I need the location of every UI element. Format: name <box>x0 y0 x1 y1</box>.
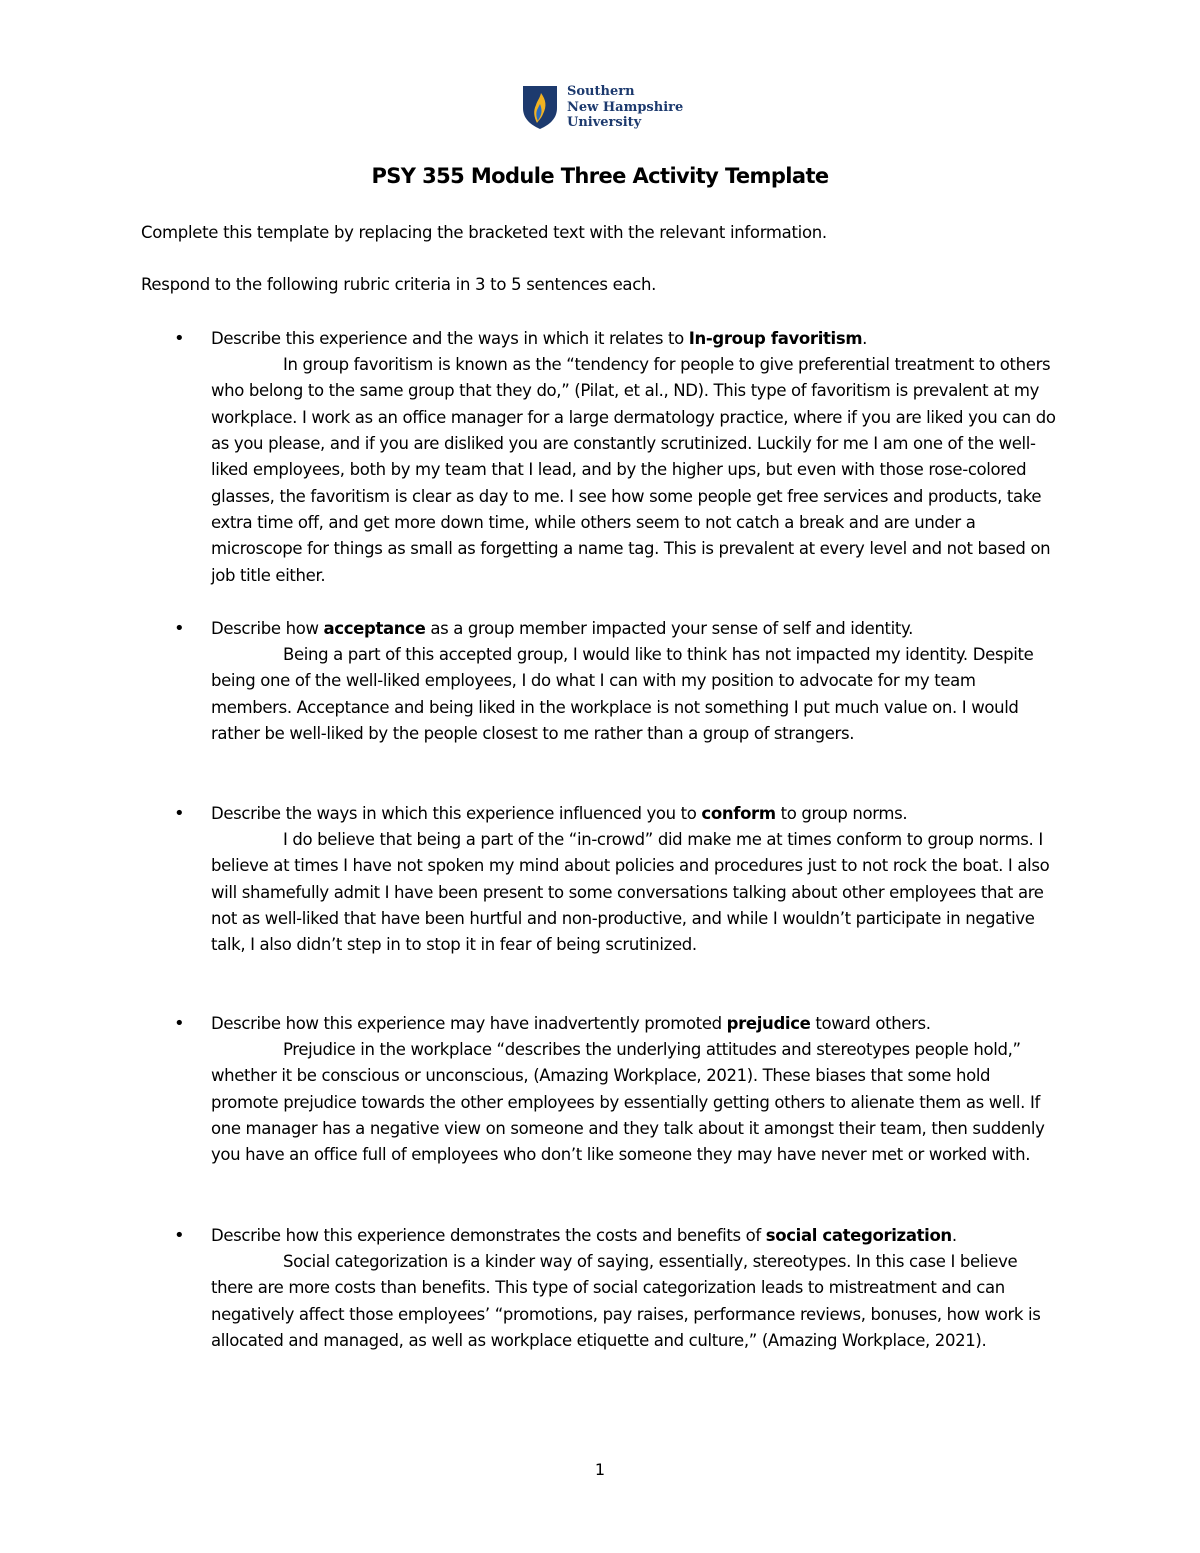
prompt-text-before: Describe this experience and the ways in which it relates to <box>211 329 689 348</box>
logo-line-1: Southern <box>567 84 635 99</box>
prompt-text-after: to group norms. <box>775 804 908 823</box>
rubric-prompt <box>211 326 867 352</box>
bullet-marker: • <box>174 803 185 824</box>
response-paragraph: Social categorization is a kinder way of saying, essentially, stereotypes. In this case I believe there are more costs than benefits. This type of social categorization leads to mistreatment and can negatively affect those employees’ “promotions, pay raises, performance reviews, bonuses, how work is allocated and managed, as well as workplace etiquette and culture,” (Amazing Workplace, 2021). <box>211 1252 1041 1351</box>
instruction-line-2: Respond to the following rubric criteria in 3 to 5 sentences each. <box>141 275 657 294</box>
prompt-keyword: prejudice <box>726 1014 811 1033</box>
prompt-text-after: . <box>862 329 868 348</box>
prompt-keyword: In-group favoritism <box>688 329 863 348</box>
university-logo <box>521 84 691 134</box>
bullet-marker: • <box>174 328 185 349</box>
document-title: PSY 355 Module Three Activity Template <box>371 164 829 188</box>
bullet-marker: • <box>174 1013 185 1034</box>
prompt-text-before: Describe how this experience may have inadvertently promoted <box>211 1014 727 1033</box>
response-paragraph: Being a part of this accepted group, I would like to think has not impacted my identity. Despite being one of the well-liked employees, I do what I can with my position to advocate for my team members. Acceptance and being liked in the workplace is not something I put much value on. I would rather be well-liked by the people closest to me rather than a group of strangers. <box>211 645 1034 744</box>
rubric-prompt <box>211 1011 931 1037</box>
bullet-marker: • <box>174 1225 185 1246</box>
prompt-keyword: social categorization <box>765 1226 952 1245</box>
prompt-text-after: toward others. <box>810 1014 931 1033</box>
rubric-prompt <box>211 1223 957 1249</box>
prompt-keyword: conform <box>701 804 776 823</box>
logo-line-2: New Hampshire <box>567 99 684 115</box>
rubric-prompt <box>211 616 913 642</box>
prompt-text-before: Describe how <box>211 619 324 638</box>
rubric-prompt <box>211 801 907 827</box>
prompt-keyword: acceptance <box>323 619 426 638</box>
shield-flame-icon <box>521 84 559 130</box>
response-paragraph: Prejudice in the workplace “describes the underlying attitudes and stereotypes people hold,” whether it be conscious or unconscious, (Amazing Workplace, 2021). These biases that some hold promote prejudice towards the other employees by essentially getting others to alienate them as well. If one manager has a negative view on someone and they talk about it amongst their team, then suddenly you have an office full of employees who don’t like someone they may have never met or worked with. <box>211 1040 1045 1165</box>
prompt-text-before: Describe the ways in which this experience influenced you to <box>211 804 702 823</box>
prompt-text-after: as a group member impacted your sense of self and identity. <box>425 619 913 638</box>
prompt-text-after: . <box>951 1226 957 1245</box>
logo-line-3: University <box>567 115 642 130</box>
bullet-marker: • <box>174 618 185 639</box>
prompt-text-before: Describe how this experience demonstrates the costs and benefits of <box>211 1226 766 1245</box>
response-paragraph: In group favoritism is known as the “tendency for people to give preferential treatment to others who belong to the same group that they do,” (Pilat, et al., ND). This type of favoritism is prevalent at my workplace. I work as an office manager for a large dermatology practice, where if you are liked you can do as you please, and if you are disliked you are constantly scrutinized. Luckily for me I am one of the well-liked employees, both by my team that I lead, and by the higher ups, but even with those rose-colored glasses, the favoritism is clear as day to me. I see how some people get free services and products, take extra time off, and get more down time, while others seem to not catch a break and are under a microscope for things as small as forgetting a name tag. This is prevalent at every level and not based on job title either. <box>211 355 1056 585</box>
response-paragraph: I do believe that being a part of the “in-crowd” did make me at times conform to group norms. I believe at times I have not spoken my mind about policies and procedures just to not rock the boat. I also will shamefully admit I have been present to some conversations talking about other employees that are not as well-liked that have been hurtful and non-productive, and while I wouldn’t participate in negative talk, I also didn’t step in to stop it in fear of being scrutinized. <box>211 830 1050 955</box>
page-number: 1 <box>594 1460 606 1479</box>
instruction-line-1: Complete this template by replacing the bracketed text with the relevant information. <box>141 223 827 242</box>
logo-wordmark <box>567 84 683 131</box>
